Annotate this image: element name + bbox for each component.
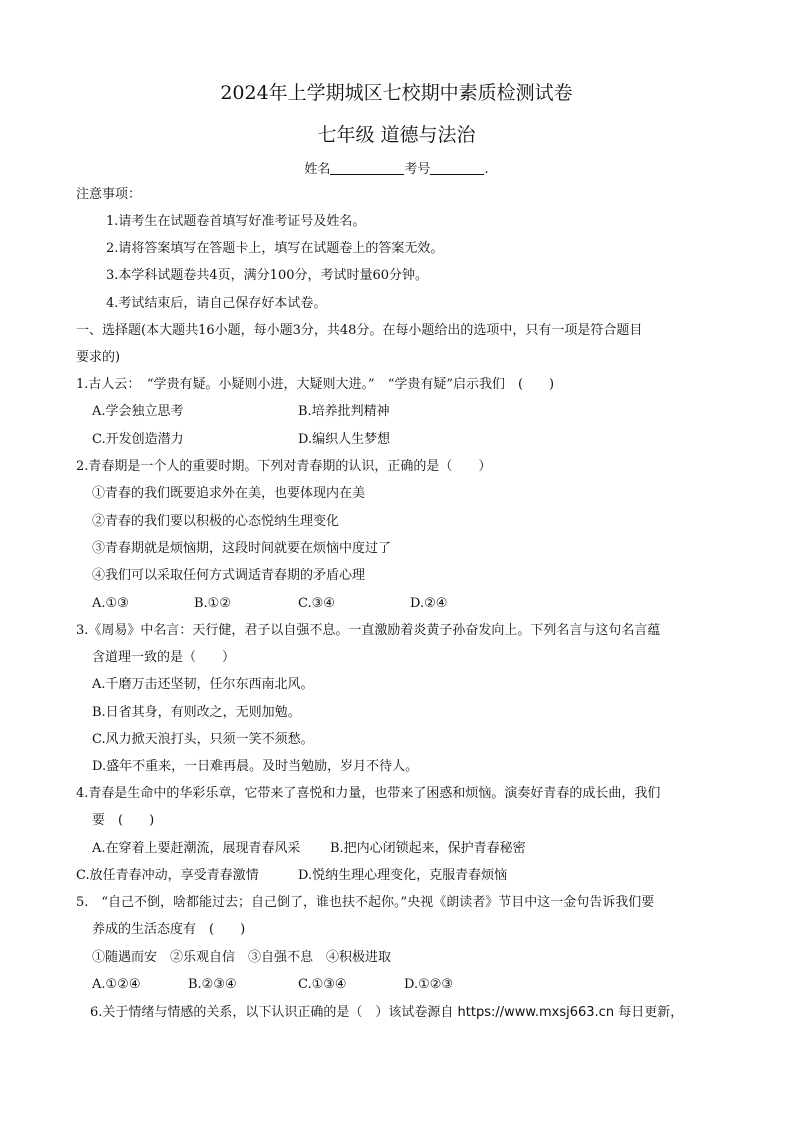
note-item-1: 1.请考生在试题卷首填写好准考证号及姓名。 [106,214,366,229]
q3-option-b: B.日省其身，有则改之，无则加勉。 [92,705,301,720]
q3-stem-line2: 含道理一致的是（ ） [92,650,236,665]
q4-option-d: D.悦纳生理心理变化，克服青春烦恼 [298,868,508,883]
q2-stem: 2.青春期是一个人的重要时期。下列对青春期的认识，正确的是（ ） [76,459,492,474]
exam-subtitle: 七年级 道德与法治 [317,124,476,146]
q1-option-d: D.编织人生梦想 [298,432,391,447]
q2-option-c: C.③④ [298,596,335,611]
q4-option-b: B.把内心闭锁起来，保护青春秘密 [330,841,526,856]
q6-tail: 每日更新， [618,1005,684,1020]
notes-heading: 注意事项： [76,187,142,202]
section1-instructions-line2: 要求的) [76,350,121,365]
q4-option-c: C.放任青春冲动，享受青春激情 [76,868,259,883]
q1-stem: 1.古人云： “学贵有疑。小疑则小进，大疑则大进。” “学贵有疑”启示我们 ( ) [76,377,555,392]
q2-statement-3: ③青春期就是烦恼期，这段时间就要在烦恼中度过了 [92,541,392,556]
q2-option-b: B.①② [194,596,231,611]
q3-stem-line1: 3.《周易》中名言：天行健，君子以自强不息。一直激励着炎黄子孙奋发向上。下列名言与这句名言蕴 [76,623,661,638]
q5-option-d: D.①②③ [404,977,454,992]
name-label: 姓名 [304,162,331,177]
name-blank[interactable] [330,160,404,175]
q2-statement-4: ④我们可以采取任何方式调适青春期的矛盾心理 [92,568,366,583]
q5-stem-line1: 5. “自己不倒，啥都能过去；自己倒了，谁也扶不起你。”央视《朗读者》节目中这一金句告诉我们要 [76,895,655,910]
q4-stem-line1: 4.青春是生命中的华彩乐章，它带来了喜悦和力量，也带来了困惑和烦恼。演奏好青春的成长曲，我们 [76,786,661,801]
name-id-line [0,158,793,177]
q1-option-b: B.培养批判精神 [298,404,390,419]
q5-option-c: C.①③④ [298,977,347,992]
section1-instructions-line1: 一、选择题(本大题共16小题，每小题3分，共48分。在每小题给出的选项中，只有一项是符合题目 [76,323,643,338]
q4-stem-line2: 要 ( ) [92,813,155,828]
q6-stem: 6.关于情绪与情感的关系，以下认识正确的是（ ）该试卷源自 [90,1005,454,1020]
note-item-3: 3.本学科试题卷共4页，满分100分，考试时量60分钟。 [106,268,429,283]
q5-statements: ①随遇而安 ②乐观自信 ③自强不息 ④积极进取 [92,950,392,965]
note-item-2: 2.请将答案填写在答题卡上，填写在试题卷上的答案无效。 [106,241,444,256]
q2-statement-1: ①青春的我们既要追求外在美，也要体现内在美 [92,486,366,501]
q3-option-d: D.盛年不重来，一日难再晨。及时当勉励，岁月不待人。 [92,759,419,774]
q2-option-a: A.①③ [92,596,129,611]
exam-title: 2024年上学期城区七校期中素质检测试卷 [220,82,573,104]
source-url-link[interactable]: https://www.mxsj663.cn [457,1005,615,1020]
q2-option-d: D.②④ [410,596,448,611]
q1-option-a: A.学会独立思考 [92,404,184,419]
q1-option-c: C.开发创造潜力 [92,432,184,447]
id-label: 考号 [404,162,431,177]
q3-option-a: A.千磨万击还坚韧，任尔东西南北风。 [92,677,314,692]
id-suffix: . [484,162,489,177]
q6-stem-line [90,1004,683,1022]
q5-stem-line2: 养成的生活态度有 ( ) [92,922,246,937]
note-item-4: 4.考试结束后，请自己保存好本试卷。 [106,296,327,311]
q4-option-a: A.在穿着上要赶潮流，展现青春风采 [92,841,301,856]
q2-statement-2: ②青春的我们要以积极的心态悦纳生理变化 [92,514,340,529]
q5-option-b: B.②③④ [188,977,237,992]
id-blank[interactable] [430,160,484,175]
q3-option-c: C.风力掀天浪打头，只须一笑不须愁。 [92,732,314,747]
q5-option-a: A.①②④ [92,977,141,992]
